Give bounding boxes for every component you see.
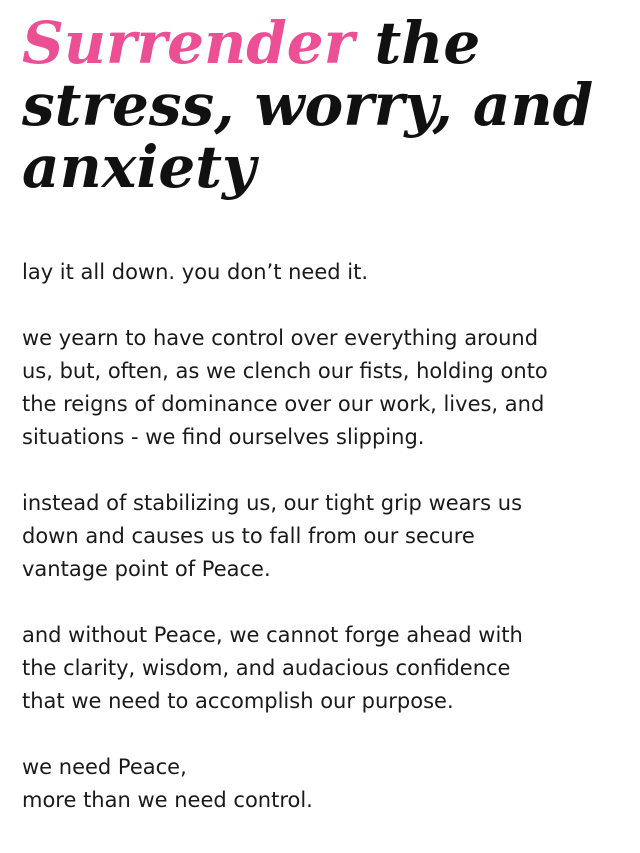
paragraph-grip: instead of stabilizing us, our tight grip wears us down and causes us to fall from our secure vantage point of Peace. [22,491,523,581]
page-title [22,9,622,201]
paragraph-intro: lay it all down. you don’t need it. [22,260,369,284]
title-line3: anxiety [22,133,256,201]
paragraph-peace: and without Peace, we cannot forge ahead with the clarity, wisdom, and audacious confidence that we need to accomplish our purpose. [22,623,523,713]
paragraph-closing: we need Peace, more than we need control. [22,755,313,812]
title-line1-rest: the [354,9,481,77]
page [22,9,622,817]
paragraph-control: we yearn to have control over everything around us, but, often, as we clench our fists, holding onto the reigns of dominance over our work, lives, and situations - we find ourselves slipping. [22,326,548,449]
title-accent-word: Surrender [22,9,355,77]
body-text [22,256,622,817]
title-line2: stress, worry, and [22,71,594,139]
